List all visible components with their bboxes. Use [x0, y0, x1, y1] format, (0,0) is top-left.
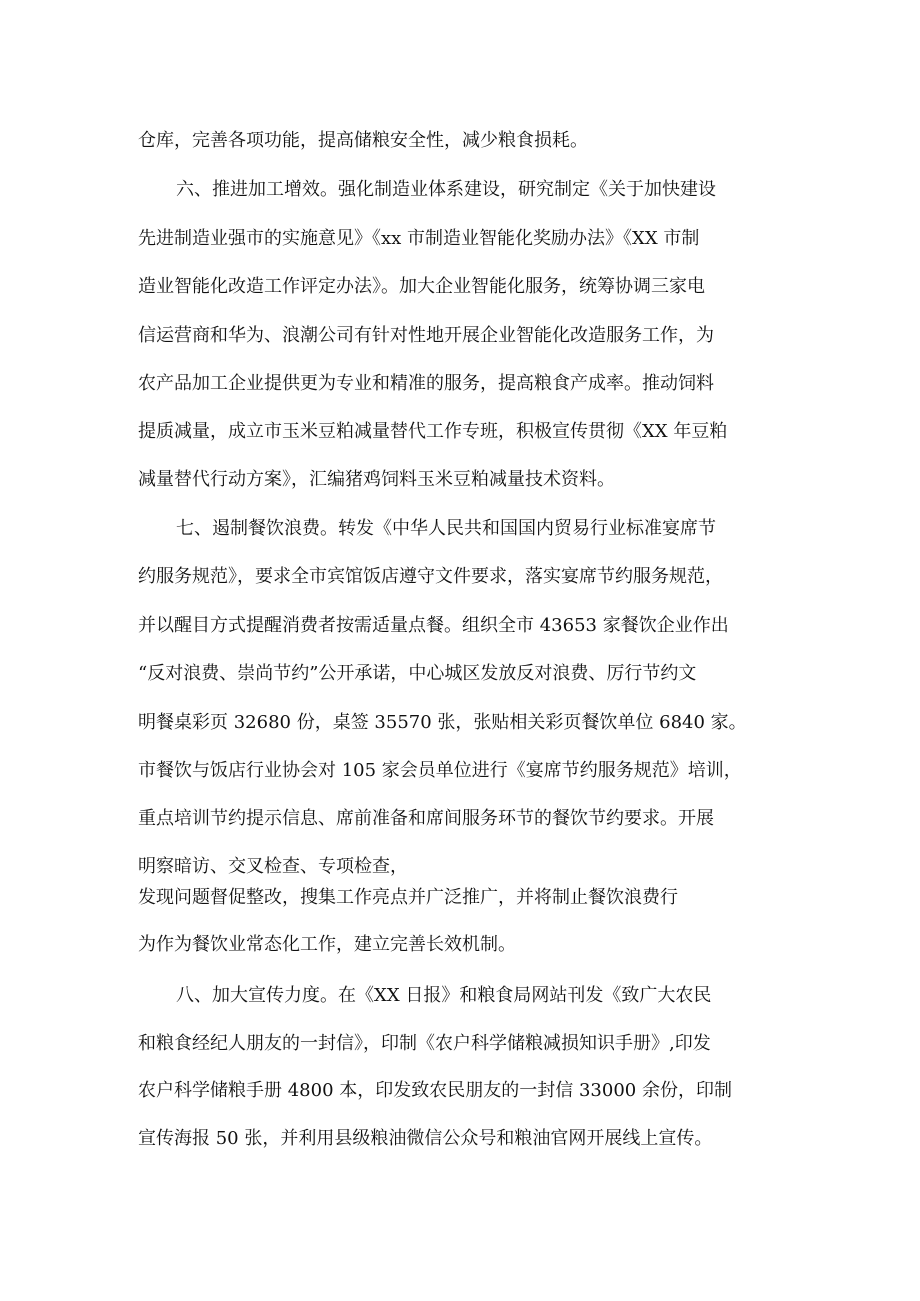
text-line: 七、遏制餐饮浪费。转发《中华人民共和国国内贸易行业标准宴席节: [176, 518, 716, 539]
text-line: “反对浪费、崇尚节约”公开承诺，中心城区发放反对浪费、厉行节约文: [138, 663, 697, 684]
text-line: 和粮食经纪人朋友的一封信》，印制《农户科学储粮减损知识手册》,印发: [138, 1033, 711, 1054]
text-line: 造业智能化改造工作评定办法》。加大企业智能化服务，统筹协调三家电: [138, 276, 705, 297]
text-line: 减量替代行动方案》，汇编猪鸡饲料玉米豆粕减量技术资料。: [138, 469, 615, 490]
text-line: 八、加大宣传力度。在《XX 日报》和粮食局网站刊发《致广大农民: [176, 985, 712, 1006]
text-line: 发现问题督促整改，搜集工作亮点并广泛推广，并将制止餐饮浪费行: [138, 887, 678, 908]
text-line: 重点培训节约提示信息、席前准备和席间服务环节的餐饮节约要求。开展: [138, 808, 714, 829]
text-line: 农产品加工企业提供更为专业和精准的服务，提高粮食产成率。推动饲料: [138, 373, 714, 394]
text-line: 明餐桌彩页 32680 份，桌签 35570 张，张贴相关彩页餐饮单位 6840 家。: [138, 712, 747, 733]
text-line: 约服务规范》，要求全市宾馆饭店遵守文件要求，落实宴席节约服务规范，: [138, 566, 723, 587]
text-line: 信运营商和华为、浪潮公司有针对性地开展企业智能化改造服务工作，为: [138, 325, 714, 346]
text-line: 仓库，完善各项功能，提高储粮安全性，减少粮食损耗。: [138, 130, 588, 151]
text-line: 提质减量，成立市玉米豆粕减量替代工作专班，积极宣传贯彻《XX 年豆粕: [138, 421, 728, 442]
text-line: 为作为餐饮业常态化工作，建立完善长效机制。: [138, 934, 516, 955]
text-line: 宣传海报 50 张，并利用县级粮油微信公众号和粮油官网开展线上宣传。: [138, 1128, 713, 1149]
text-line: 明察暗访、交叉检查、专项检查，: [138, 856, 408, 877]
text-line: 先进制造业强市的实施意见》《xx 市制造业智能化奖励办法》《XX 市制: [138, 228, 700, 249]
text-line: 农户科学储粮手册 4800 本，印发致农民朋友的一封信 33000 余份，印制: [138, 1080, 732, 1101]
text-line: 市餐饮与饭店行业协会对 105 家会员单位进行《宴席节约服务规范》培训，: [138, 760, 742, 781]
text-line: 并以醒目方式提醒消费者按需适量点餐。组织全市 43653 家餐饮企业作出: [138, 615, 729, 636]
text-line: 六、推进加工增效。强化制造业体系建设，研究制定《关于加快建设: [176, 179, 716, 200]
